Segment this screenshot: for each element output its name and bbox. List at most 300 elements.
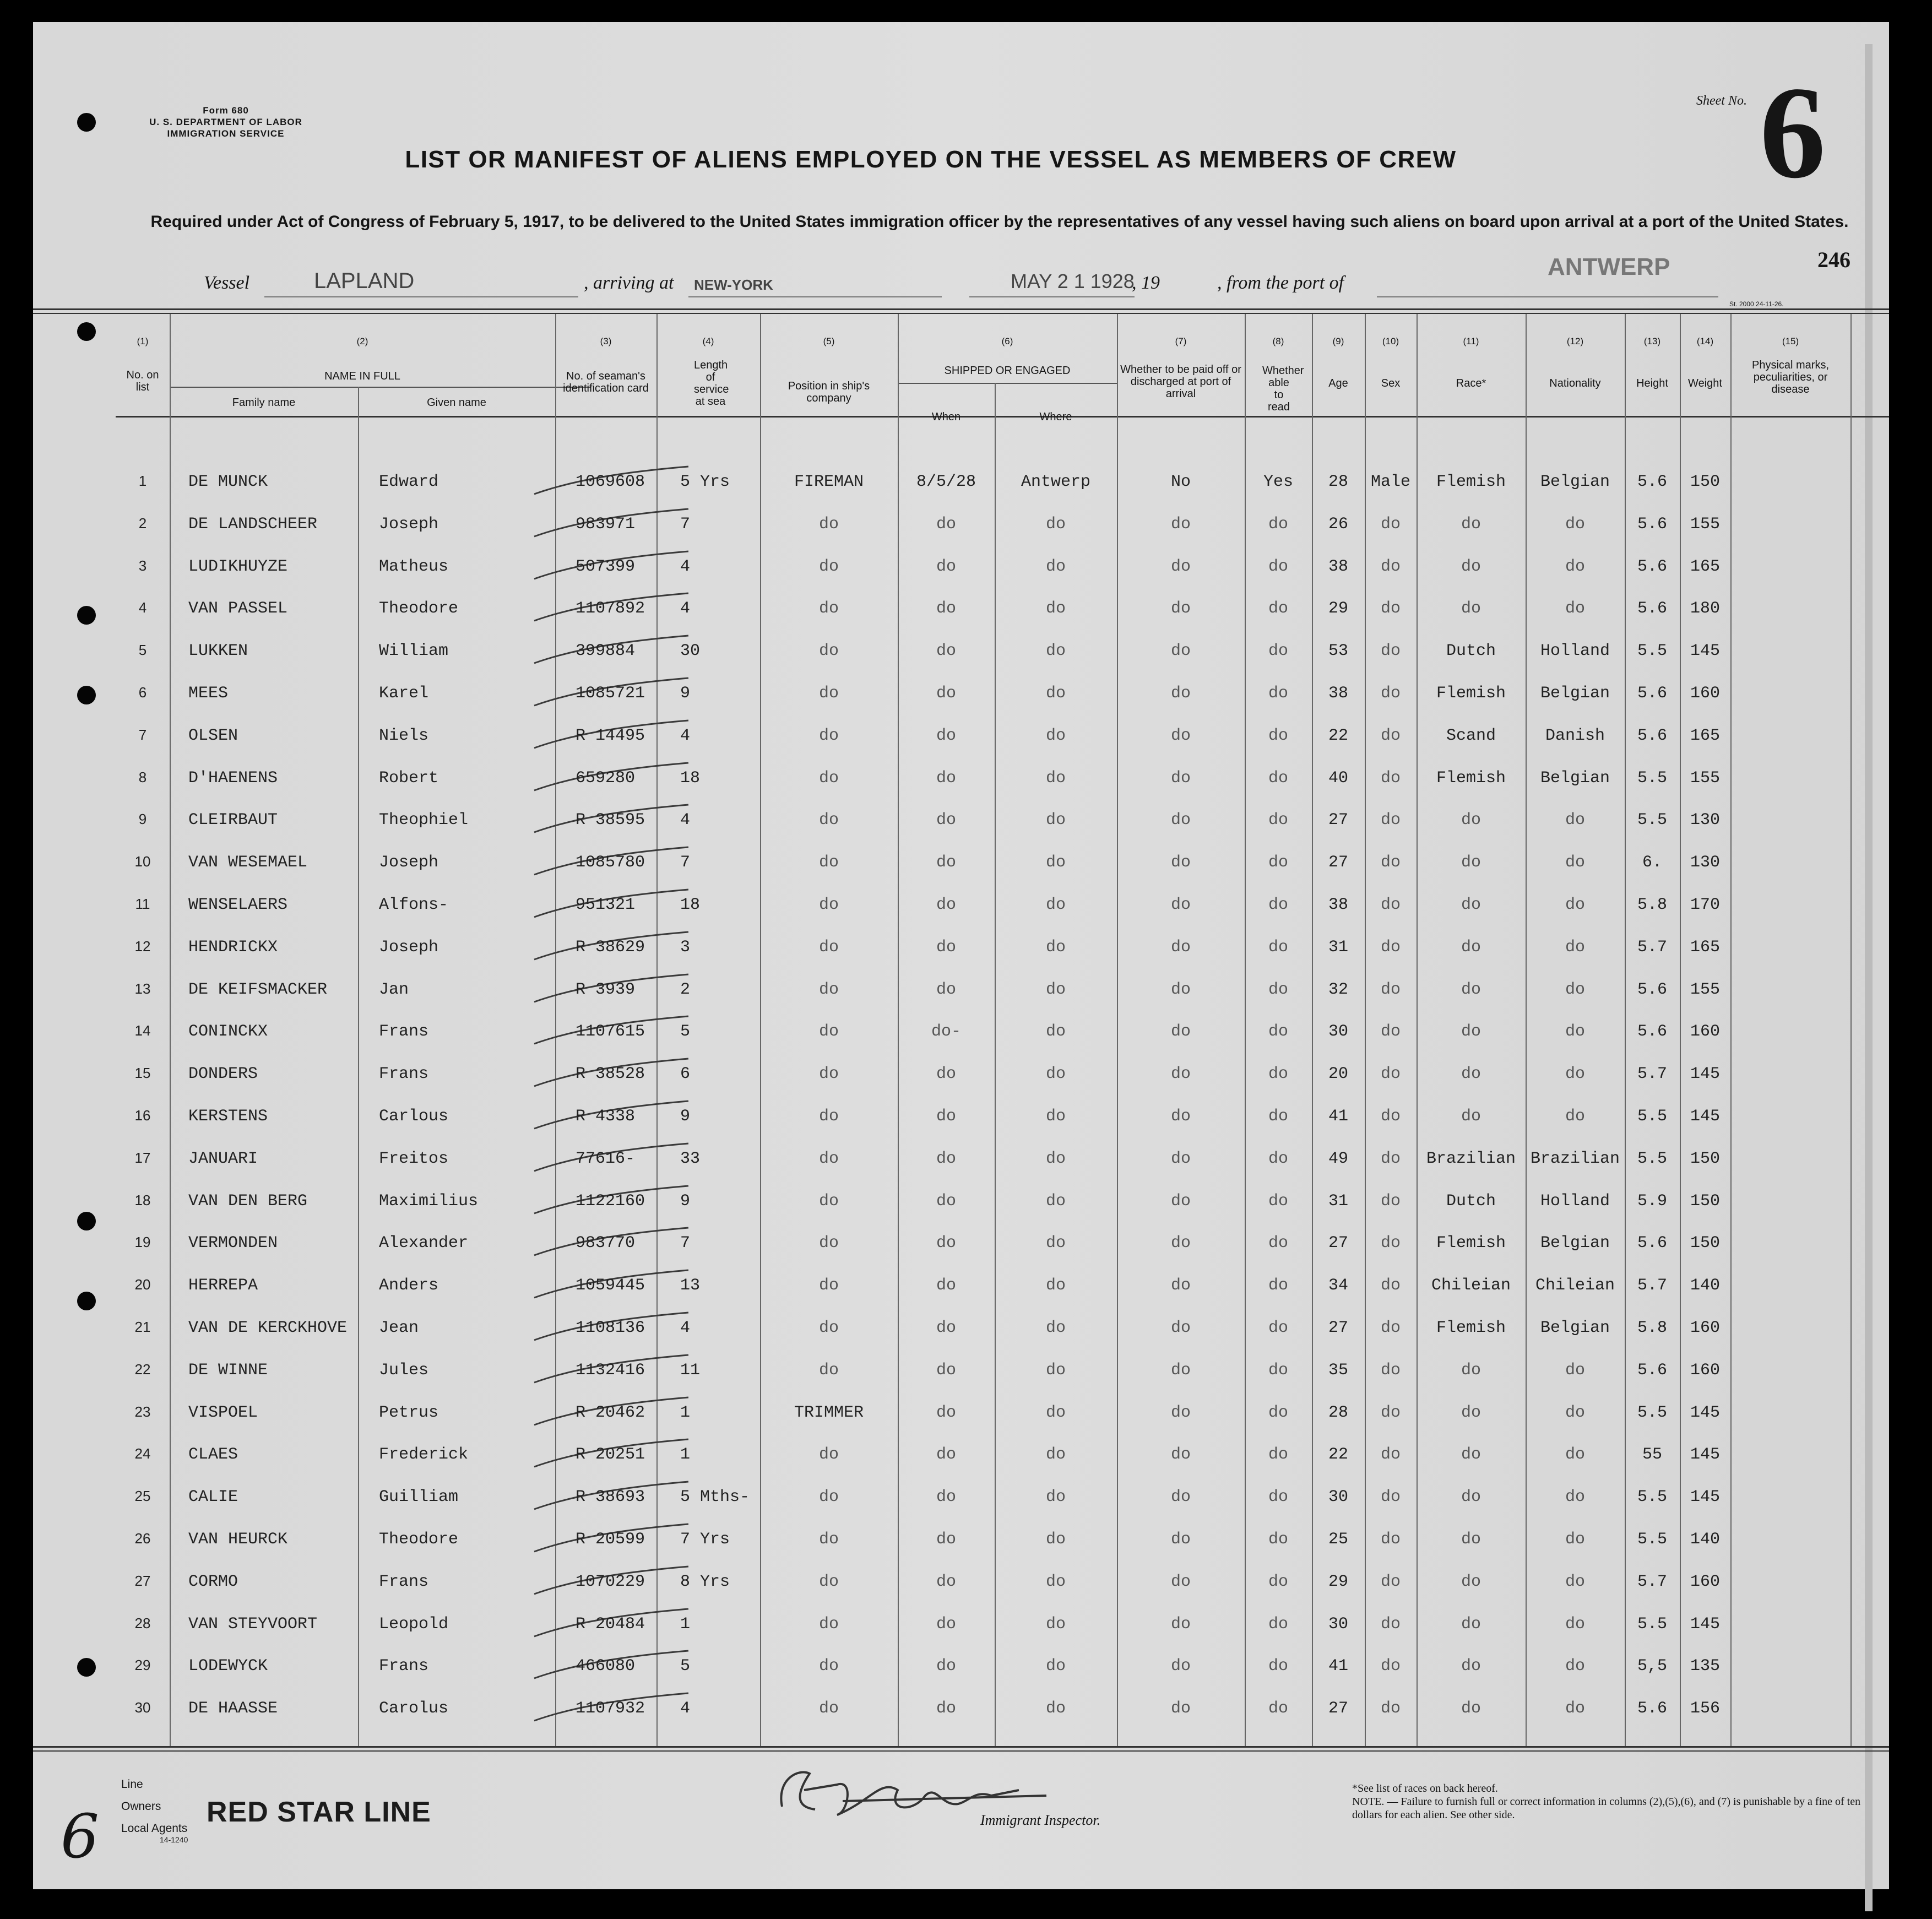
- cell-read: do: [1268, 1488, 1288, 1507]
- cell-age: 38: [1328, 684, 1348, 703]
- cell-card: R 4338: [576, 1107, 636, 1126]
- cell-paid: do: [1170, 1107, 1191, 1126]
- header-paid-off: Whether to be paid off or discharged at port of arrival: [1120, 364, 1241, 400]
- cell-nationality: do: [1565, 896, 1585, 914]
- cell-nationality: do: [1565, 1360, 1585, 1380]
- cell-read: do: [1268, 514, 1288, 534]
- cell-age: 27: [1328, 1319, 1348, 1337]
- cell-service: 8 Yrs: [680, 1572, 730, 1591]
- cell-sex: do: [1380, 1234, 1401, 1253]
- cell-paid: do: [1170, 1276, 1191, 1295]
- cell-sex: do: [1380, 1065, 1401, 1084]
- cell-no: 22: [134, 1360, 151, 1378]
- cell-family: LUDIKHUYZE: [188, 557, 288, 576]
- cell-given: Carolus: [379, 1699, 449, 1719]
- cell-read: do: [1268, 1149, 1288, 1168]
- cell-weight: 160: [1690, 684, 1720, 703]
- cell-service: 9: [680, 684, 691, 703]
- cell-card: R 20599: [576, 1530, 645, 1549]
- cell-weight: 160: [1690, 1572, 1720, 1591]
- cell-weight: 160: [1690, 1022, 1720, 1042]
- cell-given: Joseph: [379, 937, 439, 957]
- cell-no: 8: [138, 768, 147, 785]
- cell-position: do: [818, 1107, 839, 1126]
- cell-paid: do: [1170, 684, 1191, 703]
- cell-paid: do: [1170, 811, 1191, 830]
- department: U. S. DEPARTMENT OF LABOR: [149, 117, 302, 127]
- cell-when: do: [936, 1360, 956, 1380]
- cell-family: VAN DEN BERG: [188, 1191, 308, 1211]
- cell-paid: do: [1170, 514, 1191, 534]
- cell-service: 18: [680, 768, 701, 788]
- cell-sex: do: [1380, 1360, 1401, 1380]
- cell-card: 1108136: [576, 1319, 645, 1337]
- owners-stamp: RED STAR LINE: [207, 1796, 431, 1828]
- cell-read: do: [1268, 1234, 1288, 1253]
- cell-read: do: [1268, 1445, 1288, 1465]
- cell-weight: 145: [1690, 642, 1720, 661]
- cell-sex: Male: [1370, 473, 1410, 491]
- cell-position: do: [818, 768, 839, 788]
- cell-nationality: do: [1565, 980, 1585, 999]
- column-number: (14): [1696, 336, 1714, 346]
- cell-weight: 155: [1690, 514, 1720, 534]
- cell-age: 30: [1328, 1488, 1348, 1507]
- cell-height: 5.7: [1637, 1572, 1667, 1591]
- cell-no: 20: [134, 1276, 151, 1293]
- cell-nationality: do: [1565, 811, 1585, 830]
- cell-read: do: [1268, 1572, 1288, 1591]
- cell-no: 27: [134, 1572, 151, 1589]
- cell-when: do: [936, 1107, 956, 1126]
- cell-when: do: [936, 980, 956, 999]
- cell-read: do: [1268, 853, 1288, 872]
- cell-height: 5.6: [1637, 1022, 1667, 1042]
- sheet-number: 6: [1760, 59, 1826, 205]
- cell-nationality: Holland: [1540, 1191, 1610, 1211]
- cell-sex: do: [1380, 768, 1401, 788]
- table-row: [33, 547, 1889, 589]
- cell-when: do: [936, 1276, 956, 1295]
- cell-age: 26: [1328, 514, 1348, 534]
- cell-no: 12: [134, 937, 151, 955]
- cell-race: Flemish: [1436, 768, 1506, 788]
- cell-age: 40: [1328, 768, 1348, 788]
- cell-no: 16: [134, 1107, 151, 1124]
- cell-when: do: [936, 599, 956, 619]
- cell-read: do: [1268, 1699, 1288, 1719]
- sheet-label: Sheet No.: [1696, 94, 1747, 108]
- cell-family: CLEIRBAUT: [188, 811, 278, 830]
- cell-sex: do: [1380, 1022, 1401, 1042]
- cell-family: VERMONDEN: [188, 1234, 278, 1253]
- cell-age: 22: [1328, 726, 1348, 745]
- cell-family: MEES: [188, 684, 229, 703]
- cell-where: do: [1045, 1572, 1066, 1591]
- cell-no: 10: [134, 853, 151, 870]
- cell-card: 983770: [576, 1234, 636, 1253]
- cell-service: 7: [680, 1234, 691, 1253]
- cell-given: Freitos: [379, 1149, 449, 1168]
- column-number: (10): [1382, 336, 1399, 346]
- table-row: [33, 1520, 1889, 1562]
- table-row: [33, 1097, 1889, 1139]
- cell-given: Leopold: [379, 1614, 449, 1634]
- cell-weight: 155: [1690, 980, 1720, 999]
- cell-position: do: [818, 896, 839, 914]
- cell-where: do: [1045, 1149, 1066, 1168]
- cell-paid: do: [1170, 1360, 1191, 1380]
- cell-height: 5.9: [1637, 1191, 1667, 1211]
- cell-weight: 145: [1690, 1488, 1720, 1507]
- cell-age: 27: [1328, 811, 1348, 830]
- cell-family: CORMO: [188, 1572, 238, 1591]
- cell-no: 13: [134, 980, 151, 997]
- cell-paid: do: [1170, 1149, 1191, 1168]
- cell-service: 9: [680, 1107, 691, 1126]
- table-row: [33, 1478, 1889, 1520]
- cell-height: 5,5: [1637, 1657, 1667, 1676]
- cell-given: Robert: [379, 768, 439, 788]
- cell-sex: do: [1380, 1614, 1401, 1634]
- page-title: LIST OR MANIFEST OF ALIENS EMPLOYED ON THE VESSEL AS MEMBERS OF CREW: [405, 146, 1457, 173]
- cell-weight: 165: [1690, 937, 1720, 957]
- table-row: [33, 759, 1889, 801]
- cell-family: VAN HEURCK: [188, 1530, 288, 1549]
- cell-card: R 20462: [576, 1403, 645, 1422]
- cell-when: do: [936, 1572, 956, 1591]
- cell-when: do: [936, 1403, 956, 1422]
- cell-card: R 38629: [576, 937, 645, 957]
- cell-read: do: [1268, 557, 1288, 576]
- cell-race: do: [1461, 1657, 1481, 1676]
- cell-weight: 145: [1690, 1403, 1720, 1422]
- cell-no: 11: [135, 896, 150, 912]
- cell-given: Jan: [379, 980, 409, 999]
- cell-where: do: [1045, 1403, 1066, 1422]
- cell-weight: 155: [1690, 768, 1720, 788]
- cell-where: do: [1045, 1022, 1066, 1042]
- cell-position: do: [818, 853, 839, 872]
- cell-card: 1122160: [576, 1191, 645, 1211]
- cell-height: 5.5: [1637, 1107, 1667, 1126]
- sheet-stamp: 246: [1817, 247, 1850, 272]
- cell-card: R 38693: [576, 1488, 645, 1507]
- cell-nationality: do: [1565, 1403, 1585, 1422]
- cell-race: do: [1461, 1022, 1481, 1042]
- header-able-to-read: Whether able to read: [1262, 365, 1304, 413]
- cell-read: do: [1268, 1107, 1288, 1126]
- cell-position: do: [818, 1657, 839, 1676]
- table-row: [33, 1435, 1889, 1477]
- cell-height: 55: [1642, 1445, 1662, 1465]
- cell-card: 951321: [576, 896, 636, 914]
- cell-family: JANUARI: [188, 1149, 258, 1168]
- cell-nationality: Danish: [1545, 726, 1605, 745]
- table-row: [33, 843, 1889, 885]
- cell-age: 27: [1328, 1234, 1348, 1253]
- cell-when: do: [936, 896, 956, 914]
- cell-where: do: [1045, 1319, 1066, 1337]
- cell-position: do: [818, 980, 839, 999]
- cell-read: do: [1268, 1319, 1288, 1337]
- cell-given: Joseph: [379, 853, 439, 872]
- cell-paid: do: [1170, 1614, 1191, 1634]
- cell-no: 19: [134, 1234, 151, 1251]
- arriving-label: , arriving at: [584, 273, 674, 293]
- cell-where: do: [1045, 1488, 1066, 1507]
- cell-given: Theodore: [379, 1530, 459, 1549]
- cell-when: 8/5/28: [916, 473, 976, 491]
- cell-position: do: [818, 1149, 839, 1168]
- cell-weight: 145: [1690, 1614, 1720, 1634]
- cell-paid: do: [1170, 1234, 1191, 1253]
- cell-nationality: do: [1565, 514, 1585, 534]
- column-number: (1): [137, 336, 149, 346]
- cell-card: 399884: [576, 642, 636, 661]
- cell-where: do: [1045, 811, 1066, 830]
- column-number: (6): [1001, 336, 1013, 346]
- cell-given: Matheus: [379, 557, 449, 576]
- cell-service: 7: [680, 514, 691, 534]
- cell-weight: 145: [1690, 1065, 1720, 1084]
- cell-service: 5: [680, 1657, 691, 1676]
- cell-height: 5.7: [1637, 937, 1667, 957]
- cell-no: 1: [138, 473, 147, 489]
- table-bottom-rule: [33, 1750, 1889, 1752]
- cell-height: 5.5: [1637, 1614, 1667, 1634]
- cell-weight: 160: [1690, 1319, 1720, 1337]
- table-row: [33, 1224, 1889, 1266]
- subtitle: Required under Act of Congress of February 5, 1917, to be delivered to the United States immigration officer by the representatives of any vessel having such aliens on board upon arrival at a port of the United States.: [150, 213, 1849, 231]
- binder-hole: [77, 322, 96, 341]
- cell-where: do: [1045, 726, 1066, 745]
- column-number: (13): [1643, 336, 1661, 346]
- cell-nationality: do: [1565, 1488, 1585, 1507]
- cell-paid: do: [1170, 980, 1191, 999]
- cell-height: 5.6: [1637, 557, 1667, 576]
- manifest-sheet: [33, 22, 1889, 1889]
- cell-height: 5.5: [1637, 1149, 1667, 1168]
- header-height: Height: [1636, 377, 1668, 389]
- cell-read: do: [1268, 599, 1288, 619]
- table-row: [33, 674, 1889, 716]
- service: IMMIGRATION SERVICE: [167, 128, 285, 139]
- cell-given: Carlous: [379, 1107, 449, 1126]
- cell-age: 38: [1328, 557, 1348, 576]
- cell-given: Frans: [379, 1572, 429, 1591]
- cell-position: do: [818, 1360, 839, 1380]
- cell-where: do: [1045, 980, 1066, 999]
- cell-height: 5.6: [1637, 684, 1667, 703]
- cell-paid: do: [1170, 1572, 1191, 1591]
- cell-service: 4: [680, 1699, 691, 1719]
- cell-when: do: [936, 1699, 956, 1719]
- cell-when: do: [936, 1234, 956, 1253]
- cell-race: Flemish: [1436, 684, 1506, 703]
- penalty-note: NOTE. — Failure to furnish full or correct information in columns (2),(5),(6), and (7) is punishable by a fine of ten dollars for each alien. See other side.: [1352, 1796, 1861, 1821]
- page-mark: 6: [61, 1801, 99, 1872]
- cell-race: do: [1461, 853, 1481, 872]
- cell-service: 4: [680, 1319, 691, 1337]
- header-shipped-engaged: SHIPPED OR ENGAGED: [944, 365, 1071, 377]
- cell-sex: do: [1380, 1107, 1401, 1126]
- cell-age: 49: [1328, 1149, 1348, 1168]
- cell-nationality: do: [1565, 1614, 1585, 1634]
- cell-card: 1070229: [576, 1572, 645, 1591]
- table-row: [33, 463, 1889, 505]
- owners-label: Owners: [121, 1800, 161, 1813]
- column-number: (3): [600, 336, 612, 346]
- cell-paid: do: [1170, 1191, 1191, 1211]
- cell-read: do: [1268, 896, 1288, 914]
- cell-nationality: do: [1565, 937, 1585, 957]
- cell-where: do: [1045, 599, 1066, 619]
- cell-sex: do: [1380, 896, 1401, 914]
- cell-card: 77616-: [576, 1149, 636, 1168]
- cell-family: D'HAENENS: [188, 768, 278, 788]
- cell-sex: do: [1380, 726, 1401, 745]
- cell-service: 11: [680, 1360, 701, 1380]
- table-row: [33, 971, 1889, 1012]
- fill-line: [969, 296, 1135, 297]
- cell-given: Guilliam: [379, 1488, 459, 1507]
- cell-race: Dutch: [1446, 1191, 1496, 1211]
- cell-weight: 150: [1690, 1234, 1720, 1253]
- cell-race: do: [1461, 1699, 1481, 1719]
- table-row: [33, 801, 1889, 843]
- cell-read: do: [1268, 684, 1288, 703]
- cell-service: 33: [680, 1149, 701, 1168]
- cell-no: 2: [138, 514, 147, 532]
- cell-age: 29: [1328, 1572, 1348, 1591]
- header-where: Where: [1039, 411, 1072, 423]
- cell-position: do: [818, 684, 839, 703]
- form-number: Form 680: [203, 105, 249, 116]
- header-no-on-list: No. on list: [126, 369, 159, 393]
- cell-family: HERREPA: [188, 1276, 258, 1295]
- header-when: When: [931, 411, 961, 423]
- header-age: Age: [1328, 377, 1348, 389]
- cell-sex: do: [1380, 557, 1401, 576]
- cell-height: 5.5: [1637, 1488, 1667, 1507]
- table-bottom-rule: [33, 1746, 1889, 1748]
- cell-weight: 145: [1690, 1445, 1720, 1465]
- cell-nationality: Brazilian: [1530, 1149, 1620, 1168]
- cell-age: 25: [1328, 1530, 1348, 1549]
- cell-card: R 38595: [576, 811, 645, 830]
- cell-sex: do: [1380, 811, 1401, 830]
- fill-line: [688, 296, 942, 297]
- cell-age: 30: [1328, 1022, 1348, 1042]
- cell-family: VAN WESEMAEL: [188, 853, 308, 872]
- cell-when: do: [936, 853, 956, 872]
- cell-when: do: [936, 1319, 956, 1337]
- column-number: (2): [356, 336, 368, 346]
- header-id-card: No. of seaman's identification card: [563, 370, 649, 394]
- cell-paid: do: [1170, 937, 1191, 957]
- header-physical-marks: Physical marks, peculiarities, or disease: [1751, 359, 1830, 395]
- table-row: [33, 632, 1889, 674]
- cell-position: do: [818, 1191, 839, 1211]
- cell-given: Theophiel: [379, 811, 469, 830]
- cell-family: LODEWYCK: [188, 1657, 268, 1676]
- cell-age: 20: [1328, 1065, 1348, 1084]
- cell-no: 5: [138, 642, 147, 659]
- cell-where: do: [1045, 1530, 1066, 1549]
- cell-race: do: [1461, 1445, 1481, 1465]
- table-row: [33, 1647, 1889, 1689]
- cell-paid: do: [1170, 1065, 1191, 1084]
- header-given-name: Given name: [427, 397, 486, 409]
- cell-sex: do: [1380, 1276, 1401, 1295]
- form-info: [132, 105, 319, 139]
- cell-service: 1: [680, 1403, 691, 1422]
- cell-nationality: do: [1565, 1657, 1585, 1676]
- cell-no: 3: [138, 557, 147, 574]
- cell-service: 1: [680, 1445, 691, 1465]
- cell-nationality: Belgian: [1540, 1319, 1610, 1337]
- cell-nationality: Holland: [1540, 642, 1610, 661]
- cell-position: do: [818, 1530, 839, 1549]
- cell-sex: do: [1380, 642, 1401, 661]
- cell-family: LUKKEN: [188, 642, 248, 661]
- cell-paid: do: [1170, 726, 1191, 745]
- cell-paid: do: [1170, 1319, 1191, 1337]
- cell-sex: do: [1380, 980, 1401, 999]
- cell-paid: do: [1170, 1530, 1191, 1549]
- cell-family: VAN PASSEL: [188, 599, 288, 619]
- cell-given: Theodore: [379, 599, 459, 619]
- cell-position: do: [818, 1319, 839, 1337]
- cell-when: do: [936, 557, 956, 576]
- table-row: [33, 1563, 1889, 1604]
- cell-service: 2: [680, 980, 691, 999]
- cell-position: do: [818, 514, 839, 534]
- cell-age: 31: [1328, 1191, 1348, 1211]
- cell-height: 5.5: [1637, 1530, 1667, 1549]
- cell-where: do: [1045, 557, 1066, 576]
- cell-family: DE KEIFSMACKER: [188, 980, 328, 999]
- cell-weight: 135: [1690, 1657, 1720, 1676]
- cell-race: do: [1461, 1614, 1481, 1634]
- cell-paid: do: [1170, 1657, 1191, 1676]
- cell-race: Dutch: [1446, 642, 1496, 661]
- cell-age: 38: [1328, 896, 1348, 914]
- cell-race: do: [1461, 1360, 1481, 1380]
- cell-height: 5.8: [1637, 1319, 1667, 1337]
- cell-given: Frans: [379, 1065, 429, 1084]
- cell-card: 1107932: [576, 1699, 645, 1719]
- cell-position: FIREMAN: [794, 473, 864, 491]
- cell-position: do: [818, 1614, 839, 1634]
- cell-nationality: do: [1565, 1022, 1585, 1042]
- cell-weight: 156: [1690, 1699, 1720, 1719]
- cell-age: 27: [1328, 1699, 1348, 1719]
- stock-number: St. 2000 24-11-26.: [1729, 300, 1784, 308]
- cell-position: do: [818, 1445, 839, 1465]
- cell-read: do: [1268, 642, 1288, 661]
- cell-nationality: Belgian: [1540, 684, 1610, 703]
- cell-sex: do: [1380, 1149, 1401, 1168]
- cell-age: 41: [1328, 1107, 1348, 1126]
- cell-no: 24: [134, 1445, 151, 1462]
- cell-when: do: [936, 811, 956, 830]
- cell-given: Alexander: [379, 1234, 469, 1253]
- cell-position: do: [818, 726, 839, 745]
- cell-given: Niels: [379, 726, 429, 745]
- cell-height: 5.5: [1637, 642, 1667, 661]
